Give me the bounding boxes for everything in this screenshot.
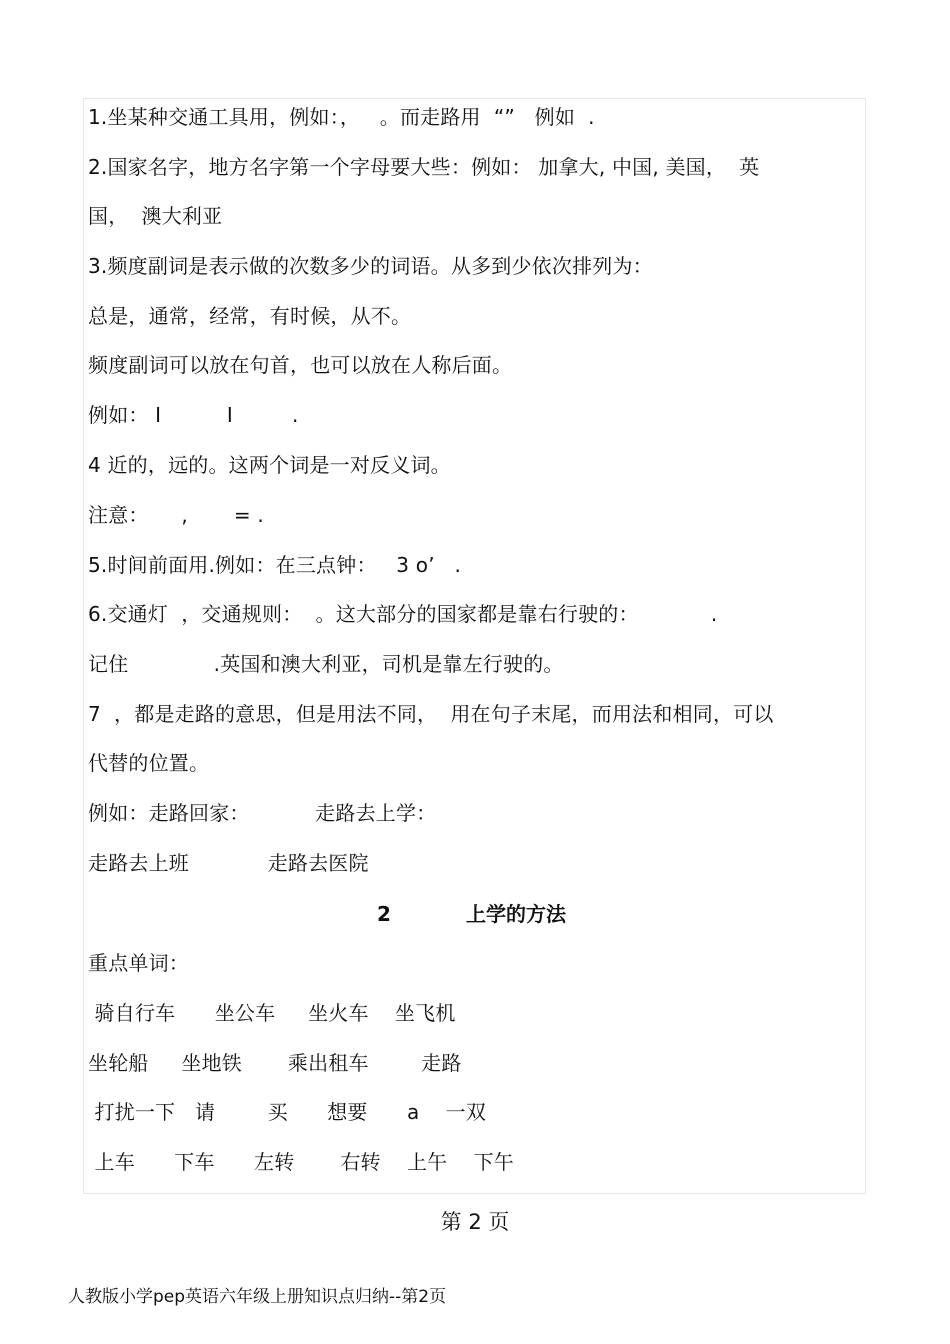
section-title: 上学的方法 (466, 902, 566, 926)
text-line-5: 总是，通常，经常，有时候，从不。 (88, 304, 412, 328)
text-line-13: 7 ，都是走路的意思，但是用法不同， 用在句子末尾，而用法和相同，可以 (88, 702, 774, 726)
vocab-row-1: 骑自行车 坐公车 坐火车 坐飞机 (88, 1001, 456, 1025)
document-footer: 人教版小学pep英语六年级上册知识点归纳--第2页 (68, 1287, 447, 1307)
text-line-9: 注意： , = . (88, 503, 264, 527)
text-line-8: 4 近的，远的。这两个词是一对反义词。 (88, 453, 451, 477)
vocab-row-4: 上车 下车 左转 右转 上午 下午 (88, 1150, 515, 1174)
text-line-2: 2.国家名字，地方名字第一个字母要大些：例如： 加拿大, 中国, 美国， 英 (88, 155, 760, 179)
text-line-7: 例如： I I . (88, 403, 299, 427)
text-line-10: 5.时间前面用.例如：在三点钟： 3 o’ . (88, 553, 462, 577)
text-line-11: 6.交通灯 ，交通规则： 。这大部分的国家都是靠右行驶的： . (88, 602, 718, 626)
text-line-16: 走路去上班 走路去医院 (88, 851, 369, 875)
text-line-1: 1.坐某种交通工具用，例如：， 。而走路用 “” 例如 . (88, 105, 595, 129)
page-number: 第 2 页 (440, 1210, 510, 1234)
vocab-row-3: 打扰一下 请 买 想要 a 一双 (88, 1100, 487, 1124)
section-number: 2 (377, 902, 391, 926)
text-line-4: 3.频度副词是表示做的次数多少的词语。从多到少依次排列为： (88, 254, 653, 278)
text-line-14: 代替的位置。 (88, 751, 210, 775)
vocab-row-2: 坐轮船 坐地铁 乘出租车 走路 (88, 1051, 462, 1075)
text-line-6: 频度副词可以放在句首，也可以放在人称后面。 (88, 353, 513, 377)
text-line-15: 例如：走路回家： 走路去上学： (88, 801, 437, 825)
text-line-12: 记住 .英国和澳大利亚，司机是靠左行驶的。 (88, 652, 564, 676)
text-line-3: 国， 澳大利亚 (88, 204, 223, 228)
key-words-label: 重点单词： (88, 951, 189, 975)
